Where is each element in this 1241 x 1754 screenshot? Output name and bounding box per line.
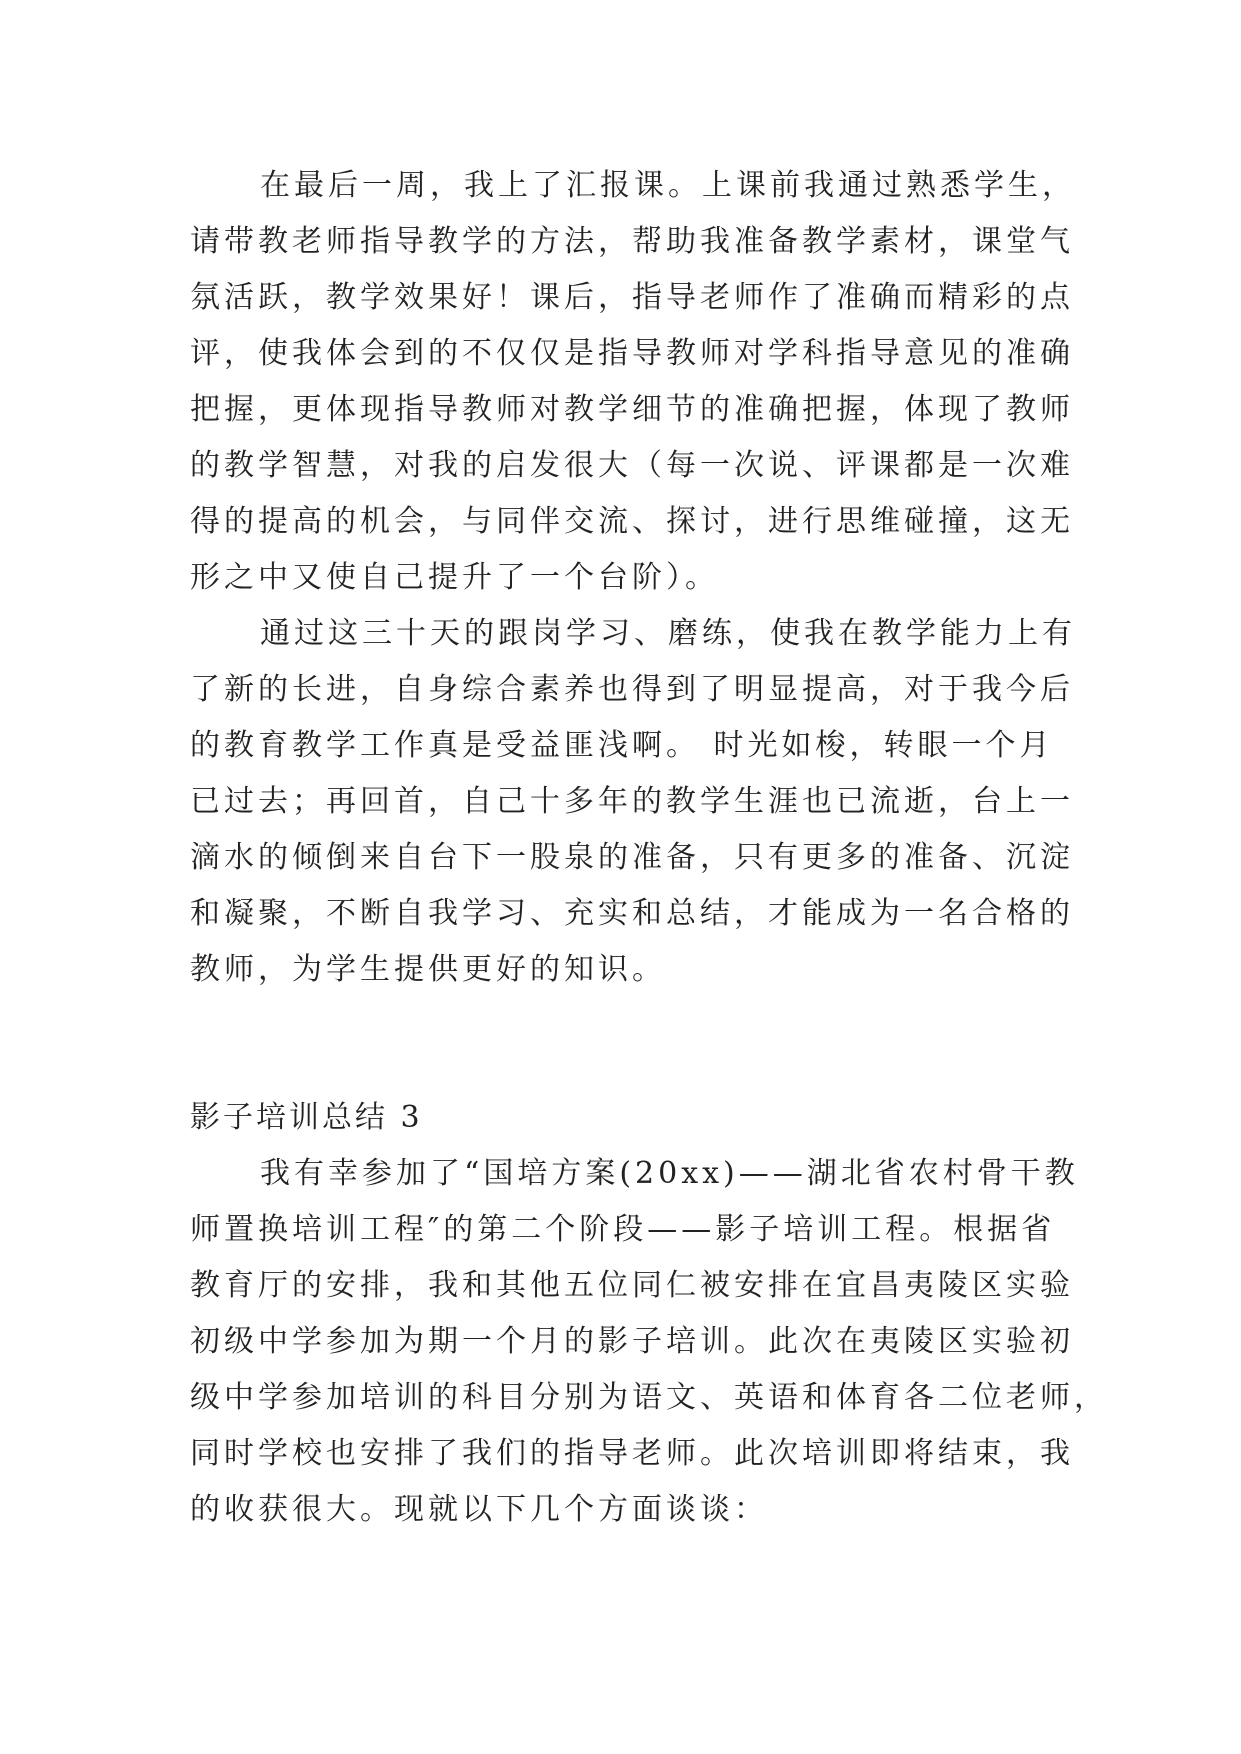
paragraph-line: 滴水的倾倒来自台下一股泉的准备，只有更多的准备、沉淀 <box>190 840 1074 875</box>
paragraph-line: 级中学参加培训的科目分别为语文、英语和体育各二位老师， <box>190 1380 1108 1415</box>
paragraph-line: 得的提高的机会，与同伴交流、探讨，进行思维碰撞，这无 <box>190 504 1074 539</box>
paragraph-line: 同时学校也安排了我们的指导老师。此次培训即将结束，我 <box>190 1436 1074 1471</box>
paragraph-line: 师置换培训工程″的第二个阶段——影子培训工程。根据省 <box>190 1212 1056 1247</box>
paragraph-line: 在最后一周，我上了汇报课。上课前我通过熟悉学生， <box>260 168 1076 203</box>
paragraph-line: 氛活跃，教学效果好！课后，指导老师作了准确而精彩的点 <box>190 280 1074 315</box>
paragraph-line: 的教学智慧，对我的启发很大（每一次说、评课都是一次难 <box>190 448 1074 483</box>
paragraph-line: 教育厅的安排，我和其他五位同仁被安排在宜昌夷陵区实验 <box>190 1268 1074 1303</box>
body-section-2 <box>190 1146 1108 1538</box>
paragraph-line: 教师，为学生提供更好的知识。 <box>190 952 666 987</box>
paragraph-line: 形之中又使自己提升了一个台阶）。 <box>190 560 719 595</box>
paragraph-line: 和凝聚，不断自我学习、充实和总结，才能成为一名合格的 <box>190 896 1074 931</box>
paragraph-line: 了新的长进，自身综合素养也得到了明显提高，对于我今后 <box>190 672 1074 707</box>
paragraph-line: 的收获很大。现就以下几个方面谈谈： <box>190 1492 768 1527</box>
paragraph-line: 我有幸参加了“国培方案(20xx)——湖北省农村骨干教 <box>260 1156 1079 1191</box>
paragraph-line: 的教育教学工作真是受益匪浅啊。 时光如梭，转眼一个月 <box>190 728 1054 763</box>
paragraph-line: 把握，更体现指导教师对教学细节的准确把握，体现了教师 <box>190 392 1074 427</box>
section-heading: 影子培训总结 3 <box>190 1100 423 1135</box>
paragraph-line: 已过去；再回首，自己十多年的教学生涯也已流逝，台上一 <box>190 784 1074 819</box>
paragraph-line: 评，使我体会到的不仅仅是指导教师对学科指导意见的准确 <box>190 336 1074 371</box>
body-section-1 <box>190 158 1076 998</box>
paragraph-line: 通过这三十天的跟岗学习、磨练，使我在教学能力上有 <box>260 616 1076 651</box>
paragraph-line: 初级中学参加为期一个月的影子培训。此次在夷陵区实验初 <box>190 1324 1074 1359</box>
paragraph-line: 请带教老师指导教学的方法，帮助我准备教学素材，课堂气 <box>190 224 1074 259</box>
